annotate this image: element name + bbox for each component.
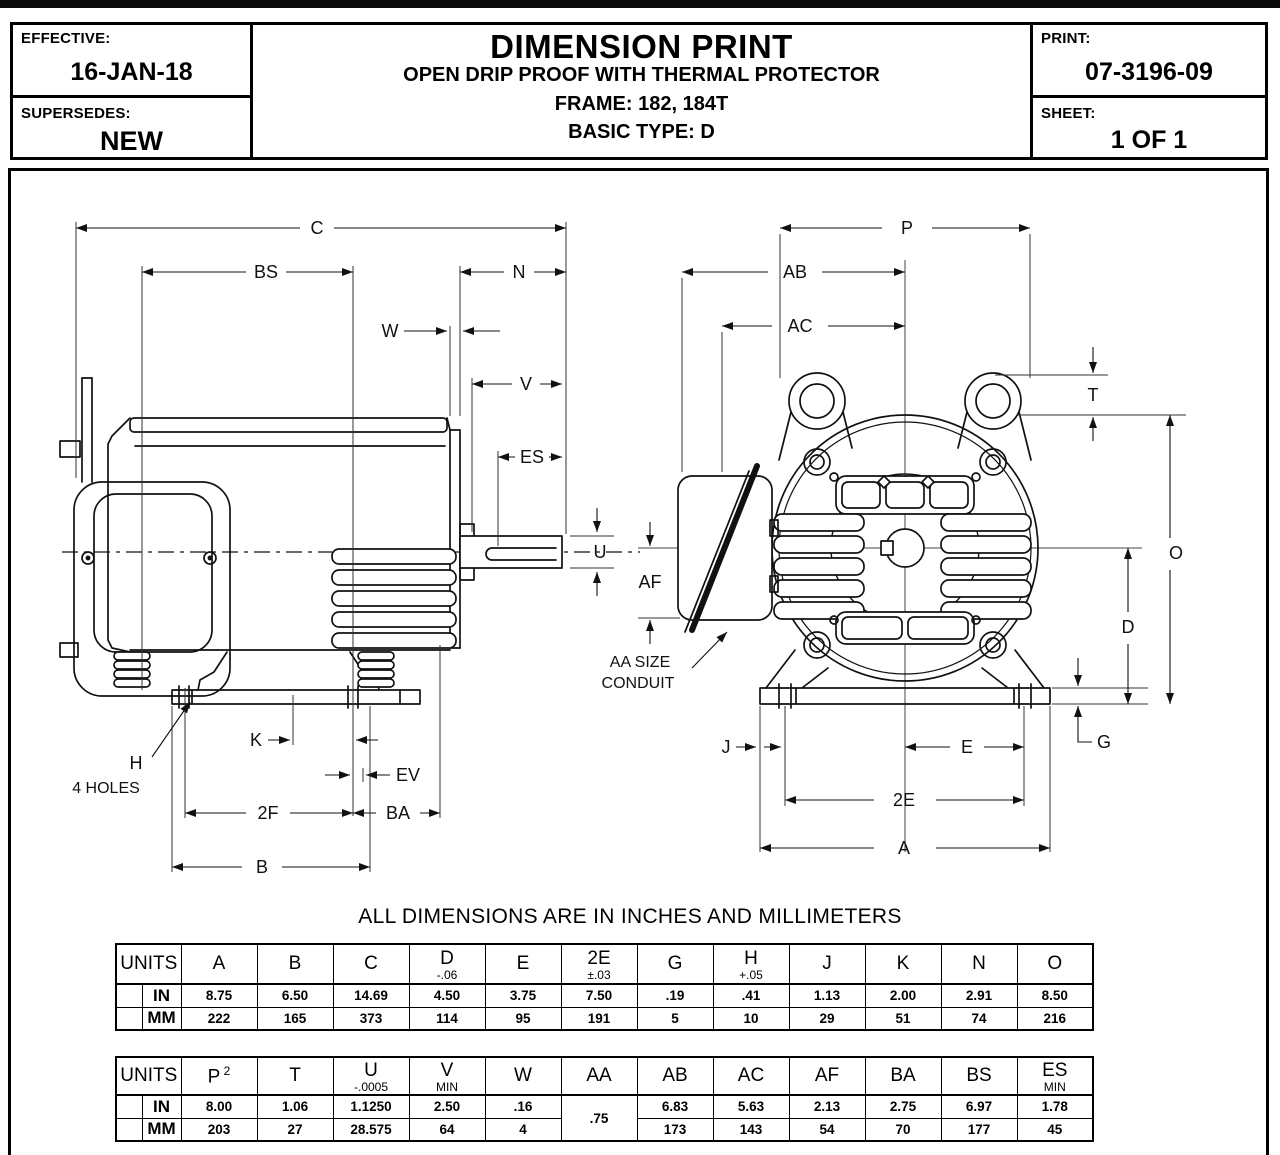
- dim-label-d: D: [1121, 616, 1135, 637]
- units-note: ALL DIMENSIONS ARE IN INCHES AND MILLIMETERS: [358, 905, 902, 928]
- col-header-G: G: [637, 944, 713, 984]
- dim-value: 10: [713, 1007, 789, 1030]
- col-header-U: U -.0005: [333, 1057, 409, 1095]
- dim-label-v: V: [519, 373, 533, 394]
- dim-value: 5: [637, 1007, 713, 1030]
- dim-label-k: K: [249, 729, 263, 750]
- col-header-E: E: [485, 944, 561, 984]
- document-title: DIMENSION PRINT: [490, 28, 793, 65]
- dim-label-ev: EV: [395, 764, 421, 785]
- front-view-drawing: [602, 218, 1186, 858]
- dim-value: 203: [181, 1118, 257, 1141]
- col-header-AB: AB: [637, 1057, 713, 1095]
- conduit-note-line2: CONDUIT: [601, 675, 675, 693]
- col-header-N: N: [941, 944, 1017, 984]
- dim-value: 191: [561, 1007, 637, 1030]
- col-header-V: V MIN: [409, 1057, 485, 1095]
- holes-note: 4 HOLES: [72, 780, 140, 798]
- dim-value: .75: [561, 1095, 637, 1141]
- dimension-table-2: [115, 1056, 1094, 1142]
- units-header: UNITS: [116, 1057, 181, 1095]
- dim-value: 177: [941, 1118, 1017, 1141]
- dim-value: 51: [865, 1007, 941, 1030]
- dim-label-h: H: [129, 752, 143, 773]
- dimension-table-1: [115, 943, 1094, 1031]
- dim-label-g: G: [1096, 731, 1112, 752]
- sheet-label: SHEET:: [1041, 105, 1096, 122]
- dimension-table-1-mount: [115, 943, 1094, 1031]
- effective-label: EFFECTIVE:: [21, 30, 111, 47]
- col-header-2E: 2E ±.03: [561, 944, 637, 984]
- dim-value: 8.50: [1017, 984, 1093, 1007]
- dim-value: 2.13: [789, 1095, 865, 1118]
- col-header-AA: AA: [561, 1057, 637, 1095]
- dim-label-b: B: [255, 856, 269, 877]
- dim-value: 5.63: [713, 1095, 789, 1118]
- col-header-B: B: [257, 944, 333, 984]
- sheet-number: 1 OF 1: [1110, 126, 1188, 154]
- dim-value: 222: [181, 1007, 257, 1030]
- col-header-P: P $^2$: [181, 1057, 257, 1095]
- unit-label: IN: [142, 1095, 181, 1118]
- dim-value: 70: [865, 1118, 941, 1141]
- dim-label-es: ES: [519, 446, 545, 467]
- dim-value: 143: [713, 1118, 789, 1141]
- dim-label-j: J: [721, 736, 731, 757]
- dim-label-bs: BS: [253, 261, 279, 282]
- col-header-AC: AC: [713, 1057, 789, 1095]
- dim-value: 2.91: [941, 984, 1017, 1007]
- dim-value: 4.50: [409, 984, 485, 1007]
- dim-value: 1.13: [789, 984, 865, 1007]
- dim-label-ba: BA: [385, 802, 411, 823]
- print-number: 07-3196-09: [1085, 58, 1213, 86]
- dim-label-2f: 2F: [257, 802, 279, 823]
- col-header-O: O: [1017, 944, 1093, 984]
- dim-value: 28.575: [333, 1118, 409, 1141]
- supersedes-value: NEW: [100, 126, 163, 156]
- blank-cell: [116, 1118, 142, 1141]
- dim-value: 64: [409, 1118, 485, 1141]
- col-header-AF: AF: [789, 1057, 865, 1095]
- document-subtitle: OPEN DRIP PROOF WITH THERMAL PROTECTOR: [403, 64, 880, 86]
- dim-value: 27: [257, 1118, 333, 1141]
- frame-designation: FRAME: 182, 184T: [554, 93, 729, 115]
- supersedes-label: SUPERSEDES:: [21, 105, 131, 122]
- col-header-J: J: [789, 944, 865, 984]
- dim-value: 216: [1017, 1007, 1093, 1030]
- blank-cell: [116, 1095, 142, 1118]
- effective-value: 16-JAN-18: [70, 58, 193, 86]
- dim-label-2e: 2E: [892, 789, 916, 810]
- dim-label-c: C: [310, 217, 324, 238]
- blank-cell: [116, 984, 142, 1007]
- dim-value: 45: [1017, 1118, 1093, 1141]
- col-header-K: K: [865, 944, 941, 984]
- dim-value: 7.50: [561, 984, 637, 1007]
- dim-value: 165: [257, 1007, 333, 1030]
- col-header-H: H +.05: [713, 944, 789, 984]
- dim-value: .16: [485, 1095, 561, 1118]
- mounting-base: [114, 652, 420, 708]
- dim-value: 6.50: [257, 984, 333, 1007]
- dim-label-o: O: [1168, 542, 1184, 563]
- dim-value: 114: [409, 1007, 485, 1030]
- dimension-tables: [115, 943, 1094, 1142]
- col-header-D: D -.06: [409, 944, 485, 984]
- dim-value: 2.50: [409, 1095, 485, 1118]
- dim-value: 1.06: [257, 1095, 333, 1118]
- unit-label: IN: [142, 984, 181, 1007]
- side-vent-slots: [332, 549, 456, 648]
- dim-label-ac: AC: [787, 315, 813, 336]
- dim-label-af: AF: [638, 571, 662, 592]
- dim-value: 74: [941, 1007, 1017, 1030]
- dim-value: 95: [485, 1007, 561, 1030]
- col-header-C: C: [333, 944, 409, 984]
- dim-value: 8.00: [181, 1095, 257, 1118]
- dim-value: 1.78: [1017, 1095, 1093, 1118]
- col-header-W: W: [485, 1057, 561, 1095]
- dim-label-u: U: [593, 541, 607, 562]
- dim-value: 2.00: [865, 984, 941, 1007]
- unit-label: MM: [142, 1007, 181, 1030]
- side-view-drawing: [60, 218, 640, 877]
- col-header-A: A: [181, 944, 257, 984]
- shaft-bore: [881, 529, 924, 567]
- dim-label-t: T: [1087, 384, 1099, 405]
- dim-value: 6.97: [941, 1095, 1017, 1118]
- dim-label-a: A: [897, 837, 911, 858]
- dim-label-n: N: [512, 261, 526, 282]
- conduit-box: [678, 466, 778, 632]
- dim-value: 14.69: [333, 984, 409, 1007]
- conduit-note-line1: AA SIZE: [609, 654, 671, 672]
- dim-label-p: P: [900, 217, 914, 238]
- units-header: UNITS: [116, 944, 181, 984]
- dim-label-ab: AB: [782, 261, 808, 282]
- dim-value: 54: [789, 1118, 865, 1141]
- print-label: PRINT:: [1041, 30, 1091, 47]
- dim-value: 8.75: [181, 984, 257, 1007]
- dim-label-e: E: [960, 736, 974, 757]
- basic-type: BASIC TYPE: D: [568, 121, 715, 143]
- dim-value: 173: [637, 1118, 713, 1141]
- blank-cell: [116, 1007, 142, 1030]
- dim-value: 2.75: [865, 1095, 941, 1118]
- dim-value: 373: [333, 1007, 409, 1030]
- dim-label-w: W: [381, 320, 399, 341]
- dim-value: 4: [485, 1118, 561, 1141]
- dim-value: .41: [713, 984, 789, 1007]
- col-header-BS: BS: [941, 1057, 1017, 1095]
- shaft: [460, 524, 562, 580]
- col-header-ES: ES MIN: [1017, 1057, 1093, 1095]
- col-header-T: T: [257, 1057, 333, 1095]
- col-header-BA: BA: [865, 1057, 941, 1095]
- dim-value: .19: [637, 984, 713, 1007]
- dim-value: 6.83: [637, 1095, 713, 1118]
- dim-value: 3.75: [485, 984, 561, 1007]
- dim-value: 29: [789, 1007, 865, 1030]
- dimension-table-2-mount: [115, 1056, 1094, 1142]
- unit-label: MM: [142, 1118, 181, 1141]
- dim-value: 1.1250: [333, 1095, 409, 1118]
